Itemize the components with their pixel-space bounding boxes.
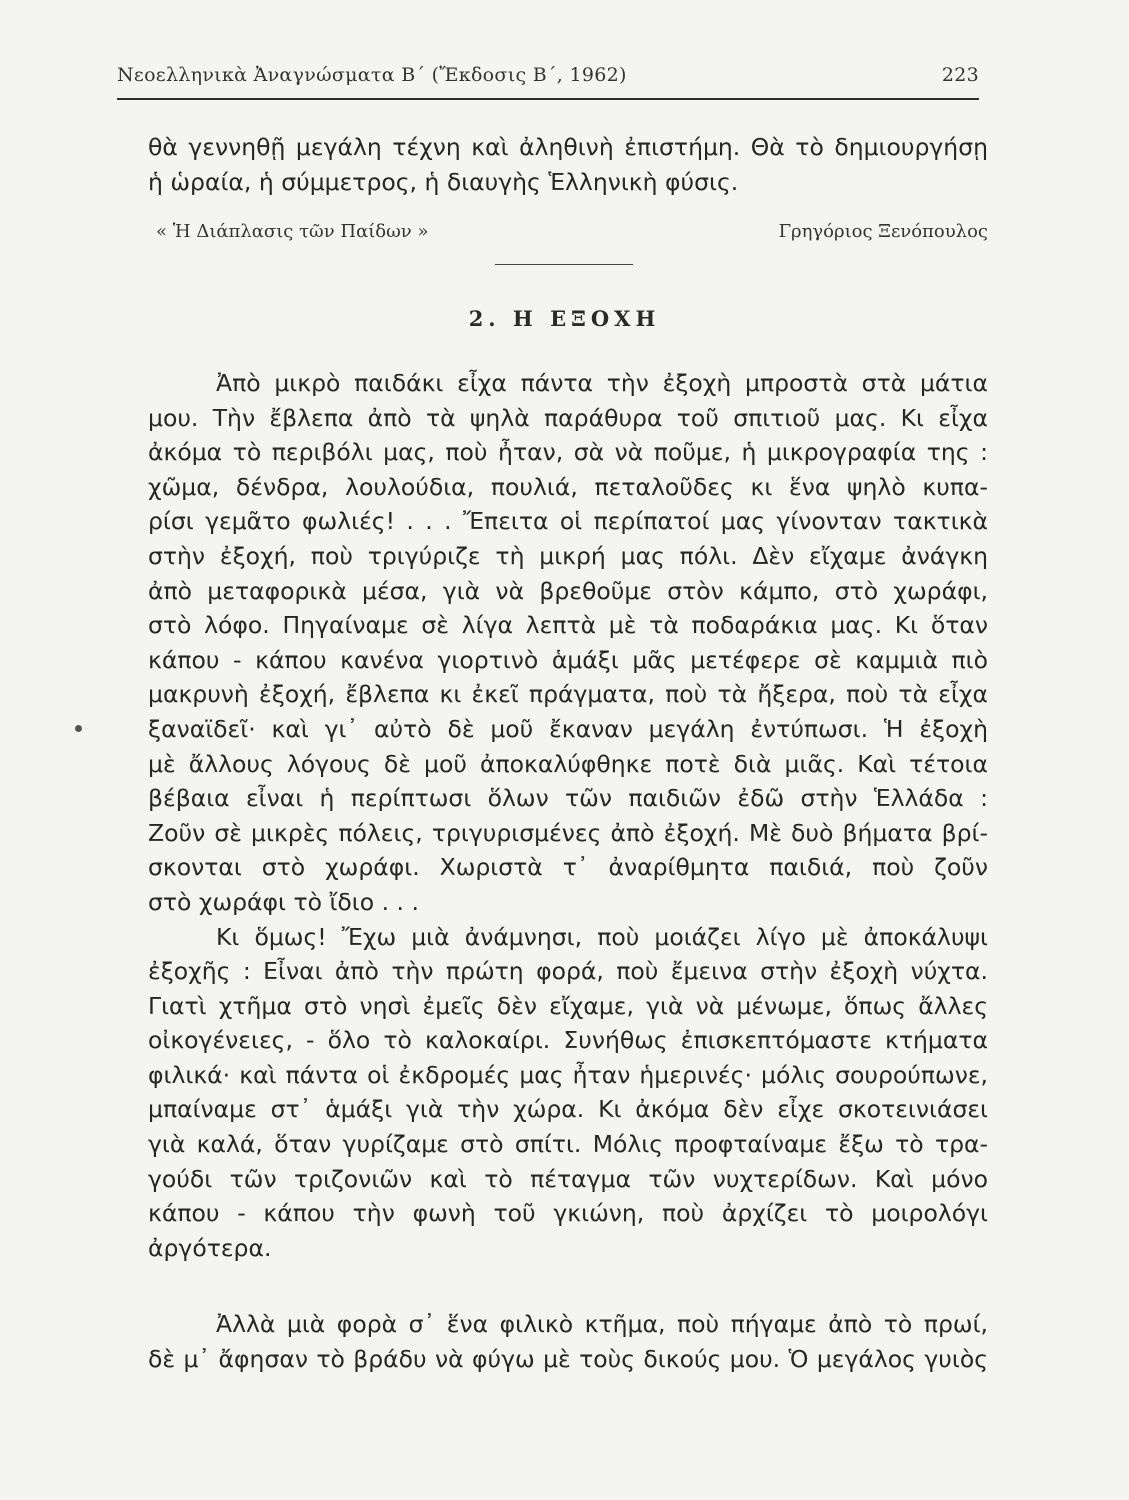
text-line: ἀπὸ μεταφορικὰ μέσα, γιὰ νὰ βρεθοῦμε στὸν κάμπο, στὸ χωράφι, — [148, 576, 988, 605]
text-line: κάπου - κάπου τὴν φωνὴ τοῦ γκιώνη, ποὺ ἀρχίζει τὸ μοιρολόγι — [148, 1199, 988, 1228]
attribution-author: Γρηγόριος Ξενόπουλος — [778, 221, 988, 242]
text-line: στὸ χωράφι τὸ ἴδιο . . . — [148, 887, 419, 916]
text-line: βέβαια εἶναι ἡ περίπτωσι ὅλων τῶν παιδιῶν ἐδῶ στὴν Ἑλλάδα : — [148, 784, 988, 813]
text-line: ξαναϊδεῖ· καὶ γι᾽ αὐτὸ δὲ μοῦ ἔκαναν μεγάλη ἐντύπωσι. Ἡ ἐξοχὴ — [148, 714, 988, 743]
paragraph — [148, 1307, 988, 1376]
text-line: γιὰ καλά, ὅταν γυρίζαμε στὸ σπίτι. Μόλις προφταίναμε ἔξω τὸ τρα- — [148, 1130, 988, 1159]
section-divider — [495, 264, 633, 265]
text-line: μὲ ἄλλους λόγους δὲ μοῦ ἀποκαλύφθηκε ποτὲ διὰ μιᾶς. Καὶ τέτοια — [148, 749, 988, 778]
paragraph — [148, 366, 988, 1265]
text-line: θὰ γεννηθῇ μεγάλη τέχνη καὶ ἀληθινὴ ἐπιστήμη. Θὰ τὸ δημιουργήσῃ — [148, 133, 988, 161]
text-line: χῶμα, δένδρα, λουλούδια, πουλιά, πεταλοῦδες κι ἕνα ψηλὸ κυπα- — [148, 472, 988, 501]
text-line: φιλικά· καὶ πάντα οἱ ἐκδρομές μας ἦταν ἡμερινές· μόλις σουρούπωνε, — [148, 1060, 988, 1089]
text-line: ἡ ὡραία, ἡ σύμμετρος, ἡ διαυγὴς Ἑλληνικὴ φύσις. — [148, 167, 739, 196]
header-rule — [117, 98, 979, 100]
text-line: στὴν ἐξοχή, ποὺ τριγύριζε τὴ μικρή μας πόλι. Δὲν εἴχαμε ἀνάγκη — [148, 541, 988, 570]
text-line: μπαίναμε στ᾽ ἁμάξι γιὰ τὴν χώρα. Κι ἀκόμα δὲν εἶχε σκοτεινιάσει — [148, 1095, 988, 1124]
text-line: Ζοῦν σὲ μικρὲς πόλεις, τριγυρισμένες ἀπὸ ἐξοχή. Μὲ δυὸ βήματα βρί- — [148, 818, 988, 847]
text-line: ἐξοχῆς : Εἶναι ἀπὸ τὴν πρώτη φορά, ποὺ ἔμεινα στὴν ἐξοχὴ νύχτα. — [148, 957, 988, 986]
text-line: στὸ λόφο. Πηγαίναμε σὲ λίγα λεπτὰ μὲ τὰ ποδαράκια μας. Κι ὅταν — [148, 611, 988, 640]
attribution — [148, 221, 988, 251]
section-heading: 2. Η ΕΞΟΧΗ — [468, 306, 661, 331]
header-title: Νεοελληνικὰ Ἀναγνώσματα Β΄ (Ἔκδοσις Β΄, 1962) — [117, 64, 627, 86]
text-line: ρίσι γεμᾶτο φωλιές! . . . Ἔπειτα οἱ περίπατοί μας γίνονταν τακτικὰ — [148, 507, 988, 536]
running-header — [117, 64, 979, 96]
text-line: δὲ μ᾽ ἄφησαν τὸ βράδυ νὰ φύγω μὲ τοὺς δικούς μου. Ὁ μεγάλος γυιὸς — [148, 1344, 988, 1373]
text-line: σκονται στὸ χωράφι. Χωριστὰ τ᾽ ἀναρίθμητα παιδιά, ποὺ ζοῦν — [148, 853, 988, 882]
text-line: μακρυνὴ ἐξοχή, ἔβλεπα κι ἐκεῖ πράγματα, ποὺ τὰ ἤξερα, ποὺ τὰ εἶχα — [148, 680, 988, 709]
margin-mark — [75, 725, 82, 732]
text-line: ἀργότερα. — [148, 1233, 272, 1262]
page-number: 223 — [941, 64, 979, 86]
text-line: μου. Τὴν ἔβλεπα ἀπὸ τὰ ψηλὰ παράθυρα τοῦ σπιτιοῦ μας. Κι εἶχα — [148, 403, 988, 432]
text-line: Ἀπὸ μικρὸ παιδάκι εἶχα πάντα τὴν ἐξοχὴ μπροστὰ στὰ μάτια — [216, 369, 988, 397]
attribution-source: « Ἡ Διάπλασις τῶν Παίδων » — [156, 221, 429, 242]
text-line: οἰκογένειες, - ὅλο τὸ καλοκαίρι. Συνήθως ἐπισκεπτόμαστε κτήματα — [148, 1026, 988, 1055]
text-line: Γιατὶ χτῆμα στὸ νησὶ ἐμεῖς δὲν εἴχαμε, γιὰ νὰ μένωμε, ὅπως ἄλλες — [148, 991, 988, 1020]
text-line: γούδι τῶν τριζονιῶν καὶ τὸ πέταγμα τῶν νυχτερίδων. Καὶ μόνο — [148, 1164, 988, 1193]
text-line: ἀκόμα τὸ περιβόλι μας, ποὺ ἦταν, σὰ νὰ ποῦμε, ἡ μικρογραφία της : — [148, 438, 988, 467]
text-line: κάπου - κάπου κανένα γιορτινὸ ἁμάξι μᾶς μετέφερε σὲ καμμιὰ πιὸ — [148, 645, 988, 674]
intro-text — [148, 130, 988, 199]
text-line: Κι ὅμως! Ἔχω μιὰ ἀνάμνησι, ποὺ μοιάζει λίγο μὲ ἀποκάλυψι — [216, 922, 988, 951]
text-line: Ἀλλὰ μιὰ φορὰ σ᾽ ἕνα φιλικὸ κτῆμα, ποὺ πήγαμε ἀπὸ τὸ πρωί, — [216, 1310, 988, 1338]
